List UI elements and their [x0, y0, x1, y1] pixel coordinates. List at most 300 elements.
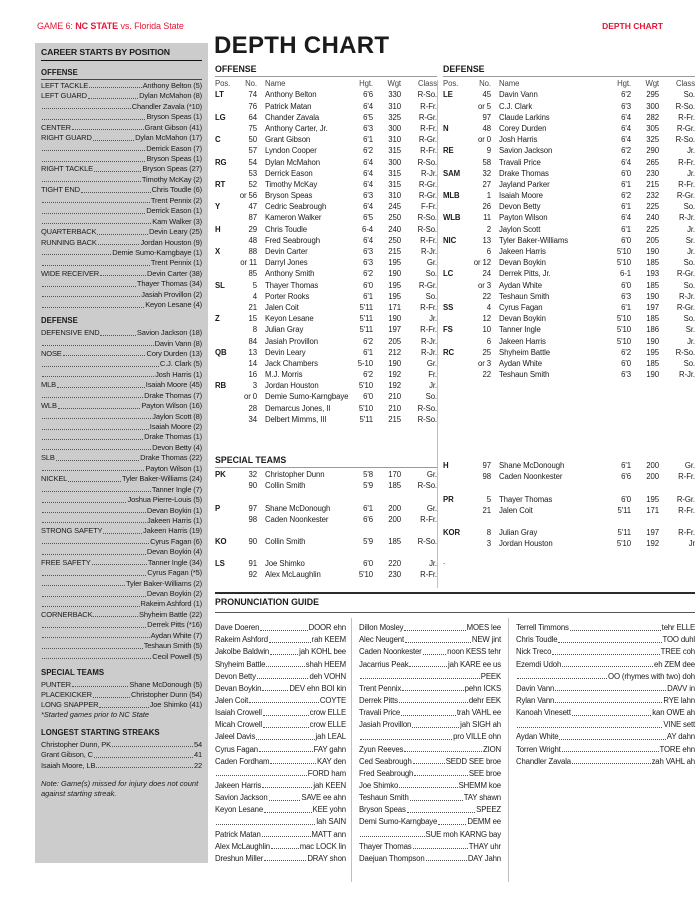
name-cell: Dylan McMahon: [265, 157, 321, 167]
player-row: [215, 155, 437, 166]
class-cell: R-Gr.: [676, 302, 695, 312]
player-name: Savion Jackson: [215, 793, 268, 803]
player-starts: Davin Vann (8): [154, 338, 202, 348]
player-starts: Dylan McMahon (17): [135, 133, 202, 143]
number-cell: 97: [482, 112, 491, 122]
height-cell: 6'1: [363, 503, 373, 513]
position-label: NICKEL: [41, 474, 68, 484]
height-cell: 6'3: [621, 101, 631, 111]
position-label: LEFT TACKLE: [41, 80, 89, 90]
class-cell: R-Gr.: [676, 269, 695, 279]
dotted-leader: [555, 702, 662, 703]
number-cell: 90: [248, 481, 257, 491]
name-cell: Tanner Ingle: [499, 325, 541, 335]
column-header: No.: [479, 79, 491, 89]
career-start-row: [41, 738, 202, 748]
player-row: [443, 278, 695, 289]
number-cell: 3: [252, 381, 257, 391]
pronunciation-row: [359, 790, 501, 802]
weight-cell: 200: [646, 461, 659, 471]
height-cell: 6'5: [363, 213, 373, 223]
height-cell: 6'4: [621, 213, 631, 223]
pronunciation-row: [516, 754, 695, 766]
player-row: [215, 211, 437, 222]
position-label: FREE SAFETY: [41, 557, 91, 567]
height-cell: 5'10: [616, 336, 631, 346]
position-cell: LT: [215, 90, 224, 100]
career-start-row: [41, 462, 202, 472]
pronunciation-row: [359, 705, 501, 717]
player-starts: Aydan White (7): [150, 630, 202, 640]
weight-cell: 215: [646, 179, 659, 189]
number-cell: 76: [248, 101, 257, 111]
dotted-leader: [257, 678, 309, 679]
class-cell: Gr.: [426, 358, 437, 368]
name-cell: Caden Noonkester: [499, 472, 563, 482]
class-cell: So.: [683, 358, 695, 368]
height-cell: 6'2: [621, 347, 631, 357]
player-starts: Devan Boykin (4): [146, 547, 202, 557]
column-header: No.: [245, 79, 257, 89]
height-cell: 6'4: [621, 135, 631, 145]
position-cell: SS: [443, 302, 454, 312]
dotted-leader: [42, 150, 145, 151]
class-cell: R-Jr.: [679, 213, 695, 223]
number-cell: or 3: [477, 280, 491, 290]
special-teams-right-rows: [443, 459, 695, 548]
player-name: Kanoah Vinesett: [516, 708, 571, 718]
career-start-row: [41, 410, 202, 420]
dotted-leader: [42, 658, 151, 659]
height-cell: 6'4: [621, 112, 631, 122]
dotted-leader: [98, 244, 140, 245]
career-start-row: [41, 577, 202, 587]
weight-cell: 330: [388, 90, 401, 100]
number-cell: 32: [482, 168, 491, 178]
class-cell: R-Fr.: [420, 514, 437, 524]
class-cell: R-Gr.: [676, 123, 695, 133]
height-cell: 5'11: [359, 314, 373, 324]
dotted-leader: [405, 642, 471, 643]
position-cell: RG: [215, 157, 227, 167]
number-cell: 32: [248, 470, 257, 480]
class-cell: R-Fr.: [678, 527, 695, 537]
class-cell: Gr.: [426, 258, 437, 268]
pronunciation-row: [215, 729, 346, 741]
class-cell: R-Gr.: [418, 179, 437, 189]
pronunciation-text: pro VILLE ohn: [453, 732, 501, 742]
player-row: [443, 200, 695, 211]
pronunciation-row: [359, 644, 501, 656]
page-title: DEPTH CHART: [214, 32, 390, 59]
class-cell: So.: [683, 202, 695, 212]
dotted-leader: [256, 739, 314, 740]
dotted-leader: [260, 630, 307, 631]
pronunciation-text: eh ZEM dee: [654, 659, 695, 669]
pronunciation-text: ZION: [482, 744, 501, 754]
dotted-leader: [42, 648, 143, 649]
name-cell: Jordan Houston: [499, 539, 553, 549]
player-name: Fred Seabrough: [359, 768, 414, 778]
weight-cell: 315: [388, 146, 401, 156]
weight-cell: 240: [646, 213, 659, 223]
player-row: [443, 144, 695, 155]
number-cell: 87: [248, 213, 257, 223]
height-cell: 6'2: [621, 90, 631, 100]
dotted-leader: [438, 824, 466, 825]
career-start-row: [41, 184, 202, 194]
dotted-leader: [42, 585, 125, 586]
name-cell: Anthony Belton: [265, 90, 317, 100]
sidebar-section-heading: OFFENSE: [41, 68, 202, 80]
name-cell: Julian Gray: [265, 325, 304, 335]
pronunciation-text: dehr EEK: [468, 695, 501, 705]
player-starts: Derrick Eason (7): [146, 143, 202, 153]
pronunciation-row: [359, 826, 501, 838]
class-cell: R-Fr.: [678, 112, 695, 122]
weight-cell: 225: [646, 202, 659, 212]
player-name: Jakolbe Baldwin: [215, 647, 270, 657]
weight-cell: 190: [646, 291, 659, 301]
dotted-leader: [72, 129, 144, 130]
position-label: Isaiah Moore, LB: [41, 760, 96, 770]
career-start-row: [41, 299, 202, 309]
height-cell: 6'4: [363, 235, 373, 245]
player-row: [443, 334, 695, 345]
position-cell: PR: [443, 494, 454, 504]
height-cell: 6'1: [621, 224, 631, 234]
pronunciation-text: NEW jint: [471, 635, 501, 645]
offense-table: [215, 64, 437, 424]
dotted-leader: [360, 678, 480, 679]
dotted-leader: [42, 627, 146, 628]
class-cell: Jr.: [429, 381, 437, 391]
pronunciation-row: [359, 839, 501, 851]
player-name: Bryson Speas: [359, 805, 406, 815]
dotted-leader: [42, 439, 143, 440]
name-cell: Jalen Coit: [499, 505, 533, 515]
pronunciation-row: [359, 778, 501, 790]
name-cell: Drake Thomas: [499, 168, 549, 178]
pronunciation-text: DEMM ee: [467, 817, 501, 827]
position-cell: LE: [443, 90, 453, 100]
weight-cell: 325: [388, 112, 401, 122]
position-cell: FS: [443, 325, 453, 335]
height-cell: 5'10: [358, 381, 373, 391]
position-cell: SL: [215, 280, 225, 290]
pronunciation-row: [215, 693, 346, 705]
dotted-leader: [562, 666, 653, 667]
career-starts-panel: [35, 43, 208, 863]
player-starts: Chandler Zavala (*10): [131, 101, 202, 111]
height-cell: 6'1: [621, 202, 631, 212]
player-name: Teshaun Smith: [359, 793, 409, 803]
career-start-row: [41, 379, 202, 389]
height-cell: 5'11: [359, 302, 373, 312]
weight-cell: 186: [646, 325, 659, 335]
pronunciation-column-1: [215, 620, 346, 863]
pronunciation-row: [516, 705, 695, 717]
position-cell: LS: [215, 559, 225, 569]
position-label: CENTER: [41, 122, 71, 132]
height-cell: 6'4: [621, 157, 631, 167]
number-cell: or 12: [473, 258, 491, 268]
weight-cell: 192: [646, 539, 659, 549]
name-cell: Bryson Speas: [265, 191, 313, 201]
player-row: [443, 178, 695, 189]
dotted-leader: [88, 98, 138, 99]
player-row: [215, 122, 437, 133]
height-cell: 6'1: [363, 291, 373, 301]
class-cell: R-Fr.: [678, 179, 695, 189]
pronunciation-row: [215, 851, 346, 863]
class-cell: R-Jr.: [421, 336, 437, 346]
dotted-leader: [558, 642, 661, 643]
pronunciation-text: KAY den: [316, 756, 346, 766]
name-cell: Davin Vann: [499, 90, 538, 100]
career-start-row: [41, 494, 202, 504]
player-starts: Joe Shimko (41): [149, 700, 202, 710]
name-cell: Aydan White: [499, 280, 542, 290]
name-cell: Corey Durden: [499, 123, 547, 133]
weight-cell: 310: [388, 191, 401, 201]
dotted-leader: [555, 690, 666, 691]
weight-cell: 215: [388, 247, 401, 256]
number-cell: 12: [482, 314, 491, 324]
player-name: Chandler Zavala: [516, 756, 571, 766]
player-starts: Bryson Speas (1): [146, 154, 202, 163]
pronunciation-text: KEE yohn: [312, 805, 346, 815]
player-name: Aydan White: [516, 732, 559, 742]
height-cell: 6'0: [621, 358, 631, 368]
number-cell: 58: [482, 157, 491, 167]
position-cell: RT: [215, 179, 226, 189]
name-cell: Christopher Dunn: [265, 470, 325, 480]
height-cell: 6'0: [621, 280, 631, 290]
number-cell: 97: [482, 461, 491, 471]
position-label: WLB: [41, 401, 57, 411]
player-row: [443, 167, 695, 178]
player-row: [443, 267, 695, 278]
player-starts: Anthony Belton (5): [142, 80, 202, 90]
player-row: [215, 413, 437, 424]
dotted-leader: [409, 666, 447, 667]
height-cell: 6'2: [363, 146, 373, 156]
career-start-row: [41, 525, 202, 535]
name-cell: Anthony Carter, Jr.: [265, 123, 328, 133]
weight-cell: 190: [646, 336, 659, 346]
player-starts: Jakeen Harris (19): [143, 526, 202, 536]
player-row: [215, 245, 437, 256]
player-starts: Drake Thomas (1): [144, 432, 202, 442]
career-start-row: [41, 205, 202, 215]
number-cell: 26: [482, 202, 491, 212]
name-cell: Darryl Jones: [265, 258, 308, 268]
weight-cell: 185: [646, 358, 659, 368]
name-cell: Josh Harris: [499, 135, 538, 145]
player-row: [215, 222, 437, 233]
number-cell: or 0: [243, 392, 257, 402]
dotted-leader: [42, 575, 146, 576]
corner-label: DEPTH CHART: [602, 21, 663, 31]
player-row: [215, 99, 437, 110]
career-start-row: [41, 142, 202, 152]
dotted-leader: [89, 87, 141, 88]
special-teams-table-right: [443, 459, 695, 566]
height-cell: 6'3: [363, 123, 373, 133]
career-start-row: [41, 288, 202, 298]
height-cell: 6'0: [621, 494, 631, 504]
weight-cell: 190: [388, 358, 401, 368]
position-cell: RB: [215, 381, 227, 391]
weight-cell: 171: [388, 302, 401, 312]
name-cell: Jayland Parker: [499, 179, 550, 189]
player-starts: 54: [193, 739, 202, 749]
column-header: Pos.: [215, 79, 231, 89]
column-header: Wgt: [645, 79, 659, 89]
career-start-row: [41, 278, 202, 288]
position-label: NOSE: [41, 348, 62, 358]
number-cell: 15: [248, 314, 257, 324]
number-cell: 5: [486, 494, 491, 504]
pronunciation-row: [516, 644, 695, 656]
height-cell: 6-1: [620, 269, 631, 279]
name-cell: Claude Larkins: [499, 112, 550, 122]
column-header: Hgt.: [617, 79, 631, 89]
player-name: Thayer Thomas: [359, 841, 412, 851]
pronunciation-text: FAY gahn: [313, 744, 346, 754]
pronunciation-text: TOO duhl: [662, 635, 695, 645]
height-cell: 6'2: [363, 336, 373, 346]
position-cell: P: [215, 503, 221, 513]
pronunciation-row: [359, 729, 501, 741]
dotted-leader: [42, 286, 136, 287]
weight-cell: 190: [646, 247, 659, 256]
height-cell: 6'6: [363, 90, 373, 100]
weight-cell: 210: [388, 392, 401, 402]
pronunciation-text: jah KARE ee us: [448, 659, 501, 669]
class-cell: R-Gr.: [676, 191, 695, 201]
position-cell: C: [215, 135, 221, 145]
pronunciation-text: noon KESS tehr: [447, 647, 501, 657]
weight-cell: 185: [388, 536, 401, 546]
pronunciation-text: RYE lahn: [663, 695, 695, 705]
number-cell: 53: [248, 168, 257, 178]
career-start-row: [41, 678, 202, 688]
number-cell: 1: [486, 191, 491, 201]
weight-cell: 200: [646, 472, 659, 482]
weight-cell: 250: [388, 235, 401, 245]
pronunciation-rule-top: [215, 592, 695, 594]
player-starts: Cory Durden (13): [146, 348, 202, 358]
dotted-leader: [93, 616, 138, 617]
dotted-leader: [93, 140, 134, 141]
name-cell: Aydan White: [499, 358, 542, 368]
pronunciation-text: DOOR ehn: [308, 623, 346, 633]
dotted-leader: [100, 335, 135, 336]
dotted-leader: [42, 376, 154, 377]
pronunciation-row: [359, 717, 501, 729]
position-label: Christopher Dunn, PK: [41, 739, 111, 749]
class-cell: So.: [683, 314, 695, 324]
number-cell: or 0: [477, 135, 491, 145]
class-cell: R-Fr.: [678, 472, 695, 482]
class-cell: R-Jr.: [679, 370, 695, 380]
height-cell: 5'10: [358, 570, 373, 580]
weight-cell: 230: [388, 570, 401, 580]
dotted-leader: [410, 800, 463, 801]
dotted-leader: [97, 234, 148, 235]
name-cell: Thayer Thomas: [499, 494, 553, 504]
weight-cell: 265: [646, 157, 659, 167]
player-row: [215, 357, 437, 368]
name-cell: Jasiah Provillon: [265, 336, 319, 346]
career-start-row: [41, 257, 202, 267]
height-cell: 6'1: [621, 179, 631, 189]
weight-cell: 282: [646, 112, 659, 122]
player-row: [215, 390, 437, 401]
weight-cell: 290: [646, 146, 659, 156]
name-cell: Keyon Lesane: [265, 314, 314, 324]
height-cell: 6-4: [362, 224, 373, 234]
position-cell: Y: [215, 202, 221, 212]
player-name: Caden Fordham: [215, 756, 270, 766]
weight-cell: 310: [388, 101, 401, 111]
career-start-row: [41, 556, 202, 566]
player-name: Chris Toudle: [516, 635, 558, 645]
class-cell: Gr.: [426, 503, 437, 513]
player-name: Travali Price: [359, 708, 401, 718]
player-row: [215, 535, 437, 546]
dotted-leader: [42, 502, 126, 503]
career-start-row: [41, 358, 202, 368]
pronunciation-row: [215, 754, 346, 766]
name-cell: Jordan Houston: [265, 381, 319, 391]
height-cell: 6'1: [621, 461, 631, 471]
number-cell: 85: [248, 269, 257, 279]
dotted-leader: [42, 119, 145, 120]
player-name: Dillon Mosley: [359, 623, 404, 633]
weight-cell: 220: [388, 559, 401, 569]
player-name: Isaiah Crowell: [215, 708, 262, 718]
dotted-leader: [262, 787, 312, 788]
player-starts: Tyler Baker-Williams (2): [126, 578, 202, 588]
career-start-row: [41, 588, 202, 598]
weight-cell: 315: [388, 168, 401, 178]
name-cell: Devin Leary: [265, 347, 306, 357]
dotted-leader: [42, 429, 149, 430]
dotted-leader: [57, 387, 145, 388]
player-row: [215, 557, 437, 568]
player-row: [215, 346, 437, 357]
pronunciation-row: [516, 717, 695, 729]
name-cell: Teshaun Smith: [499, 370, 550, 380]
player-row: [215, 189, 437, 200]
class-cell: So.: [425, 392, 437, 402]
career-start-row: [41, 421, 202, 431]
name-cell: Devon Betty: [499, 202, 541, 212]
number-cell: 98: [248, 514, 257, 524]
column-header: Pos.: [443, 79, 459, 89]
pronunciation-text: THAY uhr: [468, 841, 501, 851]
column-divider: [437, 80, 438, 588]
player-row: [443, 459, 695, 470]
pronunciation-row: [359, 669, 501, 681]
height-cell: 5'11: [359, 325, 373, 335]
weight-cell: 192: [388, 370, 401, 380]
player-name: Devon Betty: [215, 671, 256, 681]
height-cell: 6'0: [621, 168, 631, 178]
